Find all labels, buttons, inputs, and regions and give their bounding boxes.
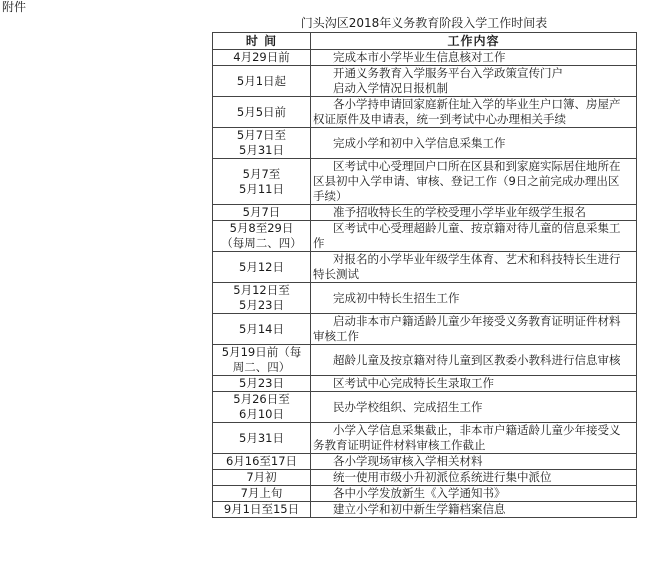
- time-cell: [213, 392, 311, 423]
- content-cell: [311, 470, 637, 486]
- time-text: 5月12日: [239, 259, 284, 274]
- table-row: [213, 159, 637, 205]
- time-cell: [213, 283, 311, 314]
- content-cell: [311, 345, 637, 376]
- time-cell: [213, 159, 311, 205]
- content-text: 对报名的小学毕业年级学生体育、艺术和科技特长生进行: [333, 252, 621, 266]
- table-row: [213, 283, 637, 314]
- time-text: 5月14日: [239, 321, 284, 336]
- time-text: 7月初: [246, 470, 277, 484]
- content-text: 民办学校组织、完成招生工作: [333, 399, 483, 414]
- time-cell: [213, 486, 311, 502]
- content-text: 准予招收特长生的学校受理小学毕业年级学生报名: [333, 205, 586, 219]
- table-row: [213, 50, 637, 66]
- time-text: 5月7日至: [236, 128, 287, 142]
- content-text: 各中小学发放新生《入学通知书》: [333, 486, 506, 500]
- content-text: 启动入学情况日报机制: [333, 81, 448, 95]
- content-text: 权证原件及申请表，统一到考试中心办理相关手续: [313, 112, 566, 126]
- time-text: 5月8至29日: [229, 221, 294, 235]
- document-title: 门头沟区2018年义务教育阶段入学工作时间表: [300, 16, 548, 30]
- content-cell: [311, 221, 637, 252]
- table-row: [213, 454, 637, 470]
- time-cell: [213, 252, 311, 283]
- time-text: 5月31日: [239, 430, 284, 445]
- table-row: [213, 97, 637, 128]
- content-cell: [311, 502, 637, 518]
- content-cell: [311, 314, 637, 345]
- table-header-row: [213, 33, 637, 50]
- time-cell: [213, 128, 311, 159]
- time-text: 5月23日: [239, 376, 284, 390]
- content-text: 区考试中心受理回户口所在区县和到家庭实际居住地所在: [333, 159, 621, 173]
- content-cell: [311, 392, 637, 423]
- content-text: 作: [313, 236, 325, 250]
- table-row: [213, 392, 637, 423]
- content-text: 审核工作: [313, 329, 359, 343]
- table-row: [213, 502, 637, 518]
- time-text: 5月23日: [239, 298, 284, 312]
- time-text: 5月19日前（每: [221, 345, 302, 359]
- time-cell: [213, 66, 311, 97]
- table-row: [213, 423, 637, 454]
- time-text: 9月1日至15日: [223, 502, 300, 516]
- attachment-label: 附件: [2, 0, 27, 14]
- table-row: [213, 314, 637, 345]
- content-text: 启动非本市户籍适龄儿童少年接受义务教育证明证件材料: [333, 314, 621, 328]
- time-text: 7月上旬: [240, 486, 283, 500]
- content-text: 务教育证明证件材料审核工作截止: [313, 438, 486, 452]
- content-text: 各小学现场审核入学相关材料: [333, 454, 483, 468]
- content-text: 开通义务教育入学服务平台入学政策宣传门户: [333, 66, 563, 80]
- time-text: 6月16至17日: [225, 454, 298, 468]
- time-cell: [213, 97, 311, 128]
- content-text: 小学入学信息采集截止，非本市户籍适龄儿童少年接受义: [333, 423, 621, 437]
- content-cell: [311, 205, 637, 221]
- time-cell: [213, 502, 311, 518]
- content-text: 特长测试: [313, 267, 359, 281]
- content-text: 完成本市小学毕业生信息核对工作: [333, 50, 506, 64]
- content-text: 统一使用市级小升初派位系统进行集中派位: [333, 470, 552, 484]
- content-text: 完成初中特长生招生工作: [333, 290, 460, 305]
- time-cell: [213, 454, 311, 470]
- time-text: （每周二、四）: [221, 236, 302, 250]
- table-row: [213, 128, 637, 159]
- table-row: [213, 486, 637, 502]
- time-cell: [213, 345, 311, 376]
- content-cell: [311, 159, 637, 205]
- content-cell: [311, 376, 637, 392]
- content-text: 各小学持申请回家庭新住址入学的毕业生户口簿、房屋产: [333, 97, 621, 111]
- content-text: 区县初中入学申请、审核、登记工作（9日之前完成办理出区: [313, 174, 620, 188]
- content-cell: [311, 486, 637, 502]
- time-cell: [213, 50, 311, 66]
- time-cell: [213, 470, 311, 486]
- content-text: 完成小学和初中入学信息采集工作: [333, 135, 506, 150]
- time-text: 4月29日前: [233, 50, 290, 64]
- content-cell: [311, 66, 637, 97]
- time-text: 5月26日至: [233, 392, 290, 406]
- table-row: [213, 470, 637, 486]
- table-row: [213, 205, 637, 221]
- content-cell: [311, 423, 637, 454]
- time-text: 5月11日: [239, 181, 284, 196]
- table-row: [213, 376, 637, 392]
- time-cell: [213, 376, 311, 392]
- time-cell: [213, 205, 311, 221]
- table-row: [213, 345, 637, 376]
- content-text: 超龄儿童及按京籍对待儿童到区教委小教科进行信息审核: [333, 352, 621, 367]
- time-text: 5月7至: [242, 166, 281, 181]
- time-text: 5月12日至: [233, 283, 290, 297]
- header-content: 工作内容: [311, 33, 637, 50]
- time-cell: [213, 221, 311, 252]
- table-row: [213, 221, 637, 252]
- content-cell: [311, 50, 637, 66]
- time-text: 6月10日: [239, 407, 284, 421]
- time-cell: [213, 423, 311, 454]
- time-text: 5月7日: [242, 205, 281, 219]
- content-cell: [311, 128, 637, 159]
- content-cell: [311, 283, 637, 314]
- header-time: 时 间: [213, 33, 311, 50]
- content-cell: [311, 97, 637, 128]
- table-row: [213, 252, 637, 283]
- time-text: 5月5日前: [236, 104, 287, 119]
- content-text: 区考试中心完成特长生录取工作: [333, 376, 494, 390]
- time-text: 5月1日起: [236, 73, 287, 88]
- time-text: 周二、四）: [232, 360, 291, 374]
- content-text: 手续）: [313, 189, 348, 203]
- time-cell: [213, 314, 311, 345]
- time-text: 5月31日: [239, 143, 284, 157]
- table-row: [213, 66, 637, 97]
- content-cell: [311, 454, 637, 470]
- content-text: 区考试中心受理超龄儿童、按京籍对待儿童的信息采集工: [333, 221, 621, 235]
- content-text: 建立小学和初中新生学籍档案信息: [333, 502, 506, 516]
- schedule-table: [212, 32, 637, 518]
- content-cell: [311, 252, 637, 283]
- table-body: [213, 50, 637, 518]
